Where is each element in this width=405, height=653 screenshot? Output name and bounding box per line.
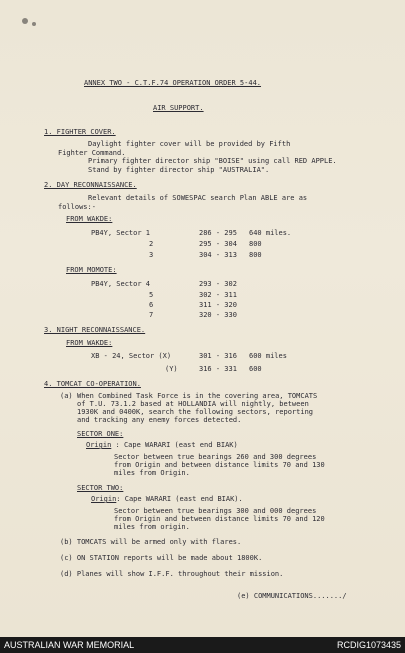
night-recon-heading: 3. NIGHT RECONNAISSANCE. [44, 326, 146, 334]
origin-line [91, 495, 243, 503]
item-c: (c) ON STATION reports will be made about 1800K. [60, 554, 263, 562]
text-line: When Combined Task Force is in the covering area, TOMCATS [77, 392, 318, 400]
text-line: miles from Origin. [114, 469, 190, 477]
item-b: (b) TOMCATS will be armed only with flares. [60, 538, 242, 546]
text-line: from Origin and between distance limits 70 and 120 [114, 515, 325, 523]
text-line: Daylight fighter cover will be provided by Fifth [88, 140, 291, 148]
sector-range: 293 - 302 [199, 280, 237, 288]
sector-one-heading: SECTOR ONE: [77, 430, 124, 438]
origin-value: : Cape WARARI (east end BIAK). [116, 495, 243, 503]
sector-label: 5 [149, 291, 154, 299]
annex-title: ANNEX TWO - C.T.F.74 OPERATION ORDER 5-44. [84, 79, 262, 87]
text-line: miles from origin. [114, 523, 190, 531]
archive-footer [0, 637, 405, 653]
origin-label: Origin [91, 495, 117, 503]
sector-label: 6 [149, 301, 154, 309]
sector-label: (Y) [165, 365, 178, 373]
sector-label: PB4Y, Sector 4 [91, 280, 151, 288]
item-d: (d) Planes will show I.F.F. throughout their mission. [60, 570, 284, 578]
sector-miles: 800 [249, 251, 262, 259]
text-line: Sector between true bearings 260 and 300 degrees [114, 453, 317, 461]
sector-label: 2 [149, 240, 154, 248]
sector-label: PB4Y, Sector 1 [91, 229, 151, 237]
text-line: Relevant details of SOWESPAC search Plan ABLE are as [88, 194, 308, 202]
punch-hole [22, 18, 28, 24]
text-line: follows:- [58, 203, 96, 211]
sector-miles: 600 miles [249, 352, 287, 360]
record-id: RCDIG1073435 [336, 640, 401, 650]
sector-miles: 800 [249, 240, 262, 248]
origin-label: Origin [86, 441, 112, 449]
sector-label: XB - 24, Sector (X) [91, 352, 172, 360]
text-line: Primary fighter director ship "BOISE" using call RED APPLE. [88, 157, 337, 165]
sector-label: 7 [149, 311, 154, 319]
day-recon-heading: 2. DAY RECONNAISSANCE. [44, 181, 137, 189]
sector-range: 311 - 320 [199, 301, 237, 309]
sector-range: 286 - 295 [199, 229, 237, 237]
sector-label: 3 [149, 251, 154, 259]
item-marker: (a) [60, 392, 73, 400]
sector-miles: 600 [249, 365, 262, 373]
text-line: Fighter Command. [58, 149, 126, 157]
sector-range: 320 - 330 [199, 311, 237, 319]
tomcat-heading: 4. TOMCAT CO-OPERATION. [44, 380, 141, 388]
text-line: 1930K and 0400K, search the following sectors, reporting [77, 408, 314, 416]
text-line: of T.U. 73.1.2 based at HOLLANDIA will nightly, between [77, 400, 309, 408]
text-line: from Origin and between distance limits 70 and 130 [114, 461, 325, 469]
sector-two-heading: SECTOR TWO: [77, 484, 124, 492]
sector-range: 301 - 316 [199, 352, 237, 360]
from-momote-heading: FROM MOMOTE: [66, 266, 117, 274]
continuation-note: (e) COMMUNICATIONS......./ [237, 592, 347, 600]
origin-value: : Cape WARARI (east end BIAK) [111, 441, 238, 449]
from-wakde-heading: FROM WAKDE: [66, 339, 113, 347]
section-subtitle: AIR SUPPORT. [153, 104, 204, 112]
from-wakde-heading: FROM WAKDE: [66, 215, 113, 223]
text-line: and tracking any enemy forces detected. [77, 416, 242, 424]
origin-line [86, 441, 238, 449]
fighter-cover-heading: 1. FIGHTER COVER. [44, 128, 116, 136]
archive-name: AUSTRALIAN WAR MEMORIAL [4, 640, 135, 650]
text-line: Sector between true bearings 300 and 000 degrees [114, 507, 317, 515]
sector-range: 302 - 311 [199, 291, 237, 299]
sector-range: 295 - 304 [199, 240, 237, 248]
sector-range: 316 - 331 [199, 365, 237, 373]
punch-hole [32, 22, 36, 26]
sector-miles: 640 miles. [249, 229, 292, 237]
text-line: Stand by fighter director ship "AUSTRALIA". [88, 166, 270, 174]
sector-range: 304 - 313 [199, 251, 237, 259]
